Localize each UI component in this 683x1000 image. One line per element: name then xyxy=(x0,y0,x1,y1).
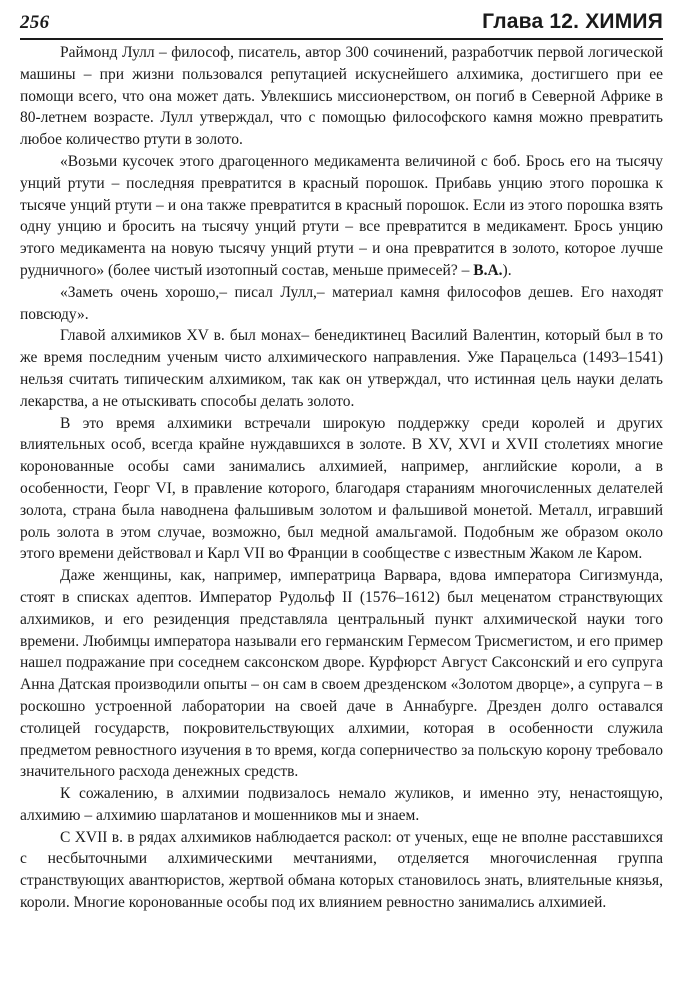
paragraph xyxy=(20,151,663,282)
quote-text: «Возьми кусочек этого драгоценного медикамента величиной с боб. Брось его на тысячу унций ртути – последняя превратится в красный порошок. Прибавь унцию этого порошка к тысяче унций ртути – и она также превратится в красный порошок. Если из этого порошка взять одну унцию и бросить на тысячу унций ртути – все превратится в медикамент. Брось унцию этого медикамента на новую тысячу унций ртути – и она превратится в золото, которое лучше рудничного» (более чистый изотопный состав, меньше примесей? – xyxy=(20,152,663,279)
paragraph: Раймонд Лулл – философ, писатель, автор 300 сочинений, разработчик первой логической машины – при жизни пользовался репутацией искуснейшего алхимика, достигшего при ее помощи всего, что она может дать. Увлекшись миссионерством, он погиб в Северной Африке в 80-летнем возрасте. Лулл утверждал, что с помощью философского камня можно превратить любое количество ртути в золото. xyxy=(20,44,663,149)
paragraph: В это время алхимики встречали широкую поддержку среди королей и других влиятельных особ, всегда крайне нуждавшихся в золоте. В XV, XVI и XVII столетиях многие коронованные особы сами занимались алхимией, например, английские короли, а в особенности, Георг VI, в правление которого, благодаря стараниям многочисленных делателей золота, страна была наводнена фальшивым золотом и фальшивой монетой. Металл, игравший роль золота в этом случае, возможно, был медной амальгамой. Подобным же образом около этого времени действовал и Карл VII во Франции в сообществе с известным Жаком ле Каром. xyxy=(20,414,663,563)
paragraph: «Заметь очень хорошо,– писал Лулл,– материал камня философов дешев. Его находят повсюду». xyxy=(20,283,663,323)
header-rule xyxy=(20,38,663,40)
body-text xyxy=(20,42,663,914)
author-initials: В.А. xyxy=(473,261,503,279)
paragraph: Главой алхимиков XV в. был монах– бенедиктинец Василий Валентин, который был в то же время последним ученым чисто алхимического направления. Уже Парацельса (1493–1541) нельзя считать типическим алхимиком, так как он утверждал, что истинная цель науки делать лекарства, а не отыскивать способы делать золото. xyxy=(20,327,663,410)
paragraph: С XVII в. в рядах алхимиков наблюдается раскол: от ученых, еще не вполне расставшихся с несбыточными алхимическими мечтаниями, отделяется многочисленная группа странствующих авантюристов, жертвой обмана которых становилось знать, влиятельные князья, короли. Многие коронованные особы под их влиянием ревностно занимались алхимией. xyxy=(20,828,663,912)
signature-tail: ). xyxy=(502,261,512,279)
chapter-title: Глава 12. ХИМИЯ xyxy=(482,10,663,33)
paragraph: К сожалению, в алхимии подвизалось немало жуликов, и именно эту, ненастоящую, алхимию – алхимию шарлатанов и мошенников мы и знаем. xyxy=(20,785,663,824)
page-header xyxy=(20,10,663,40)
paragraph: Даже женщины, как, например, императрица Варвара, вдова императора Сигизмунда, стоят в списках адептов. Император Рудольф II (1576–1612) был меценатом странствующих алхимиков, и его резиденция представляла центральный пункт алхимической науки того времени. Любимцы императора называли его германским Гермесом Трисмегистом, и его пример нашел подражание при соседнем саксонском дворе. Курфюрст Август Саксонский и его супруга Анна Датская производили опыты – он сам в своем дрезденском «Золотом дворце», а супруга – в роскошно устроенной лаборатории на своей даче в Аннабурге. Дрезден долго оставался столицей государств, покровительствующих алхимии, которая в особенности служила предметом ревностного изучения в то время, когда соперничество за польскую корону требовало значительного расхода денежных средств. xyxy=(20,567,663,781)
page-number: 256 xyxy=(20,12,50,33)
